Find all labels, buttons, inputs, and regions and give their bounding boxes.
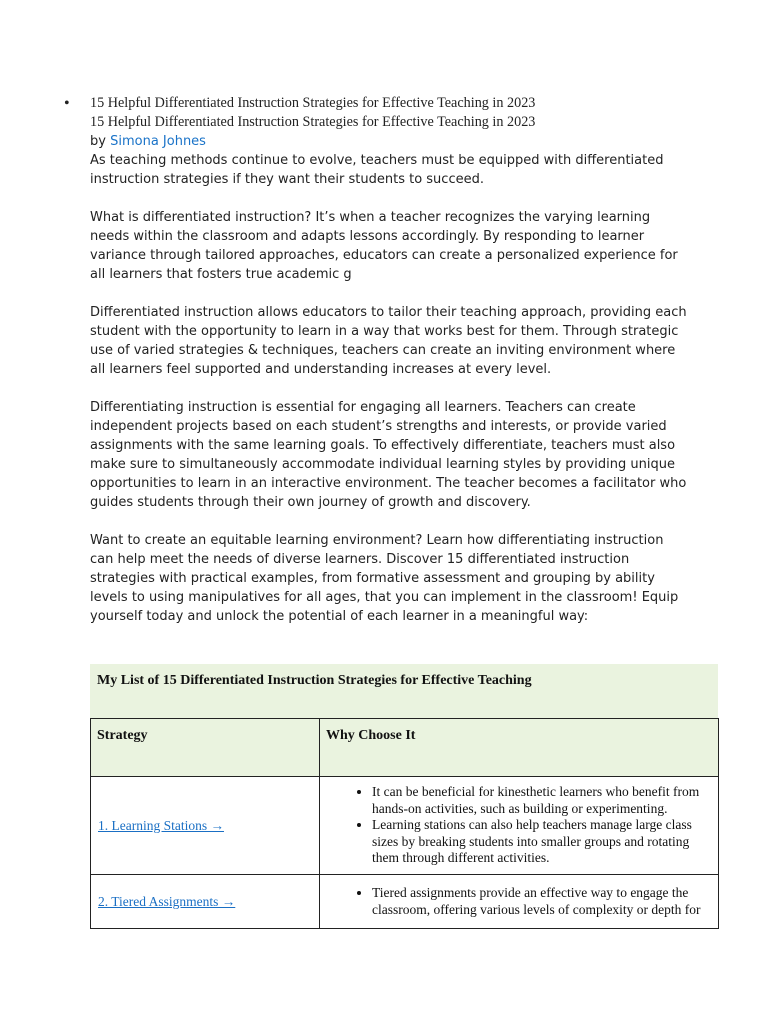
header-strategy: Strategy <box>91 719 320 777</box>
reasons-list <box>321 784 717 867</box>
table-row <box>91 875 719 929</box>
reasons-list <box>321 885 717 918</box>
reason-item: • Tiered assignments provide an effective way to engage the classroom, offering various levels of complexity or depth for <box>372 885 709 918</box>
strategy-cell <box>91 875 320 929</box>
byline <box>90 132 690 151</box>
strategy-link-tiered-assignments[interactable]: 2. Tiered Assignments → <box>98 893 236 909</box>
paragraph-tailor: Differentiated instruction allows educators to tailor their teaching approach, providing each student with the opportunity to learn in a way that works best for them. Through strategic use of varied strategies & techniques, teachers can create an inviting environment where all learners feel supported and understanding increases at every level. <box>90 305 687 377</box>
table-row <box>91 777 719 875</box>
strategy-link-learning-stations[interactable]: 1. Learning Stations → <box>98 817 224 833</box>
article-body <box>90 94 690 645</box>
reason-item: • It can be beneficial for kinesthetic learners who benefit from hands-on activities, such as building or experimenting. <box>372 784 709 817</box>
author-link[interactable]: Simona Johnes <box>110 134 206 149</box>
by-label: by <box>90 134 106 149</box>
header-why: Why Choose It <box>320 719 719 777</box>
reason-item: • Learning stations can also help teachers manage large class sizes by breaking students into smaller groups and rotating them through different activities. <box>372 817 709 867</box>
reasons-cell <box>320 875 719 929</box>
list-bullet: • <box>64 95 70 112</box>
paragraph-intro: As teaching methods continue to evolve, teachers must be equipped with differentiated instruction strategies if they want their students to succeed. <box>90 153 664 187</box>
bullet-heading[interactable]: 15 Helpful Differentiated Instruction Strategies for Effective Teaching in 2023 <box>90 95 536 111</box>
paragraph-definition: What is differentiated instruction? It’s when a teacher recognizes the varying learning needs within the classroom and adapts lessons accordingly. By responding to learner variance through tailored approaches, educators can create a personalized experience for all learners that fosters true academic g <box>90 210 678 282</box>
table-header-row <box>91 719 719 777</box>
strategies-table-block <box>90 664 718 929</box>
article-title: 15 Helpful Differentiated Instruction Strategies for Effective Teaching in 2023 <box>90 114 536 130</box>
reasons-cell <box>320 777 719 875</box>
paragraph-engaging: Differentiating instruction is essential for engaging all learners. Teachers can create independent projects based on each student’s strengths and interests, or provide varied assignments with the same learning goals. To effectively differentiate, teachers must also make sure to simultaneously accommodate individual learning styles by providing unique opportunities to learn in an interactive environment. The teacher becomes a facilitator who guides students through their own journey of growth and discovery. <box>90 400 687 510</box>
table-caption: My List of 15 Differentiated Instruction Strategies for Effective Teaching <box>90 664 718 718</box>
paragraph-equitable: Want to create an equitable learning environment? Learn how differentiating instruction can help meet the needs of diverse learners. Discover 15 differentiated instruction strategies with practical examples, from formative assessment and grouping by ability levels to using manipulatives for all ages, that you can implement in the classroom! Equip yourself today and unlock the potential of each learner in a meaningful way: <box>90 533 679 624</box>
strategy-cell <box>91 777 320 875</box>
strategies-table <box>90 718 719 929</box>
